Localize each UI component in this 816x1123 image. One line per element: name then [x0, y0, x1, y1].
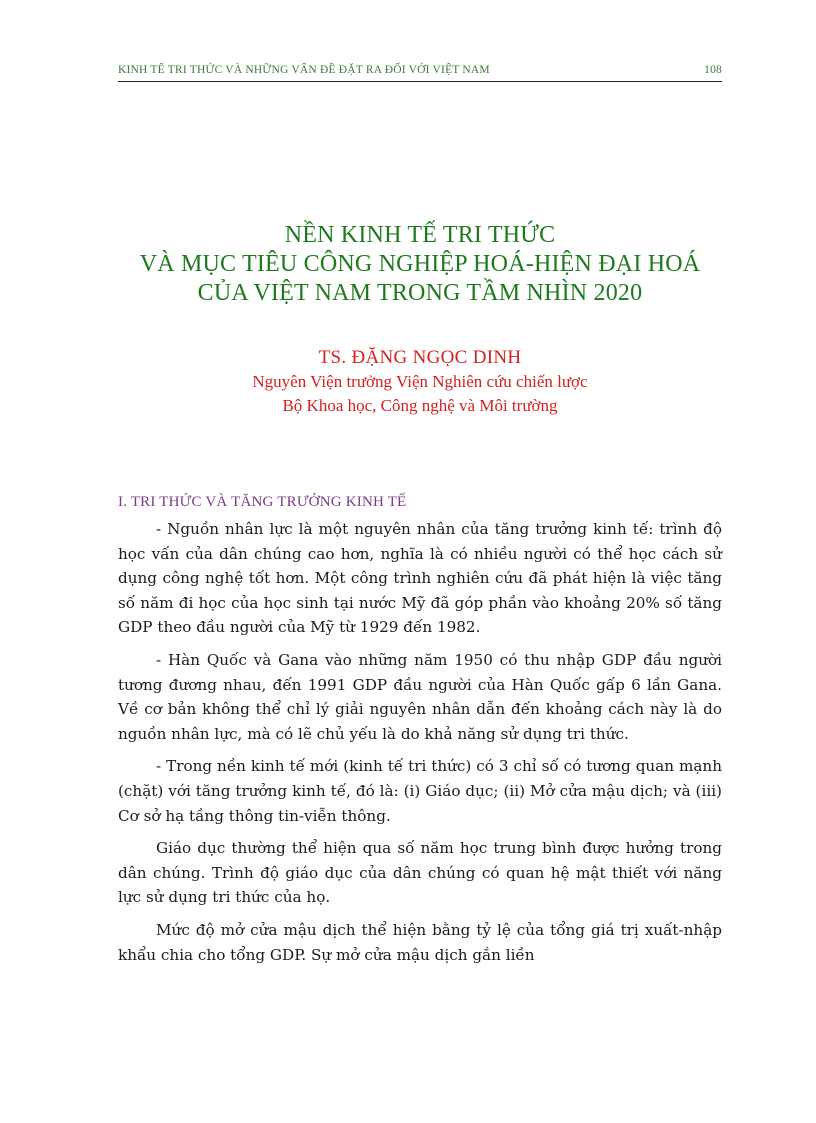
author-name: TS. ĐẶNG NGỌC DINH — [318, 347, 522, 368]
body-text — [118, 517, 722, 975]
running-header — [118, 64, 722, 82]
paragraph: - Trong nền kinh tế mới (kinh tế tri thức) có 3 chỉ số có tương quan mạnh (chặt) với tăng trưởng kinh tế, đó là: (i) Giáo dục; (ii) Mở cửa mậu dịch; và (iii) Cơ sở hạ tầng thông tin-viễn thông. — [118, 757, 722, 825]
author-position: Nguyên Viện trưởng Viện Nghiên cứu chiến lược — [252, 372, 588, 391]
title-line-3: CỦA VIỆT NAM TRONG TẦM NHÌN 2020 — [197, 280, 643, 306]
running-title: KINH TẾ TRI THỨC VÀ NHỮNG VẤN ĐỀ ĐẶT RA ĐỐI VỚI VIỆT NAM — [118, 64, 490, 76]
author-block — [118, 346, 722, 418]
article-title — [118, 221, 722, 308]
page-number: 108 — [704, 64, 722, 76]
title-line-1: NỀN KINH TẾ TRI THỨC — [284, 222, 556, 248]
paragraph: - Hàn Quốc và Gana vào những năm 1950 có thu nhập GDP đầu người tương đương nhau, đến 1991 GDP đầu người của Hàn Quốc gấp 6 lần Gana. Về cơ bản không thể chỉ lý giải nguyên nhân dẫn đến khoảng cách này là do nguồn nhân lực, mà có lẽ chủ yếu là do khả năng sử dụng tri thức. — [118, 650, 722, 743]
paragraph: Mức độ mở cửa mậu dịch thể hiện bằng tỷ lệ của tổng giá trị xuất-nhập khẩu chia cho tổng GDP. Sự mở cửa mậu dịch gắn liền — [118, 920, 722, 964]
author-organization: Bộ Khoa học, Công nghệ và Môi trường — [282, 396, 558, 415]
section-heading: I. TRI THỨC VÀ TĂNG TRƯỞNG KINH TẾ — [118, 494, 407, 510]
paragraph: - Nguồn nhân lực là một nguyên nhân của tăng trưởng kinh tế: trình độ học vấn của dân chúng cao hơn, nghĩa là có nhiều người có thể học cách sử dụng công nghệ tốt hơn. Một công trình nghiên cứu đã phát hiện là việc tăng số năm đi học của học sinh tại nước Mỹ đã góp phần vào khoảng 20% số tăng GDP theo đầu người của Mỹ từ 1929 đến 1982. — [118, 520, 722, 637]
title-line-2: VÀ MỤC TIÊU CÔNG NGHIỆP HOÁ-HIỆN ĐẠI HOÁ — [139, 251, 701, 277]
paragraph: Giáo dục thường thể hiện qua số năm học trung bình được hưởng trong dân chúng. Trình độ giáo dục của dân chúng có quan hệ mật thiết với năng lực sử dụng tri thức của họ. — [118, 839, 722, 907]
